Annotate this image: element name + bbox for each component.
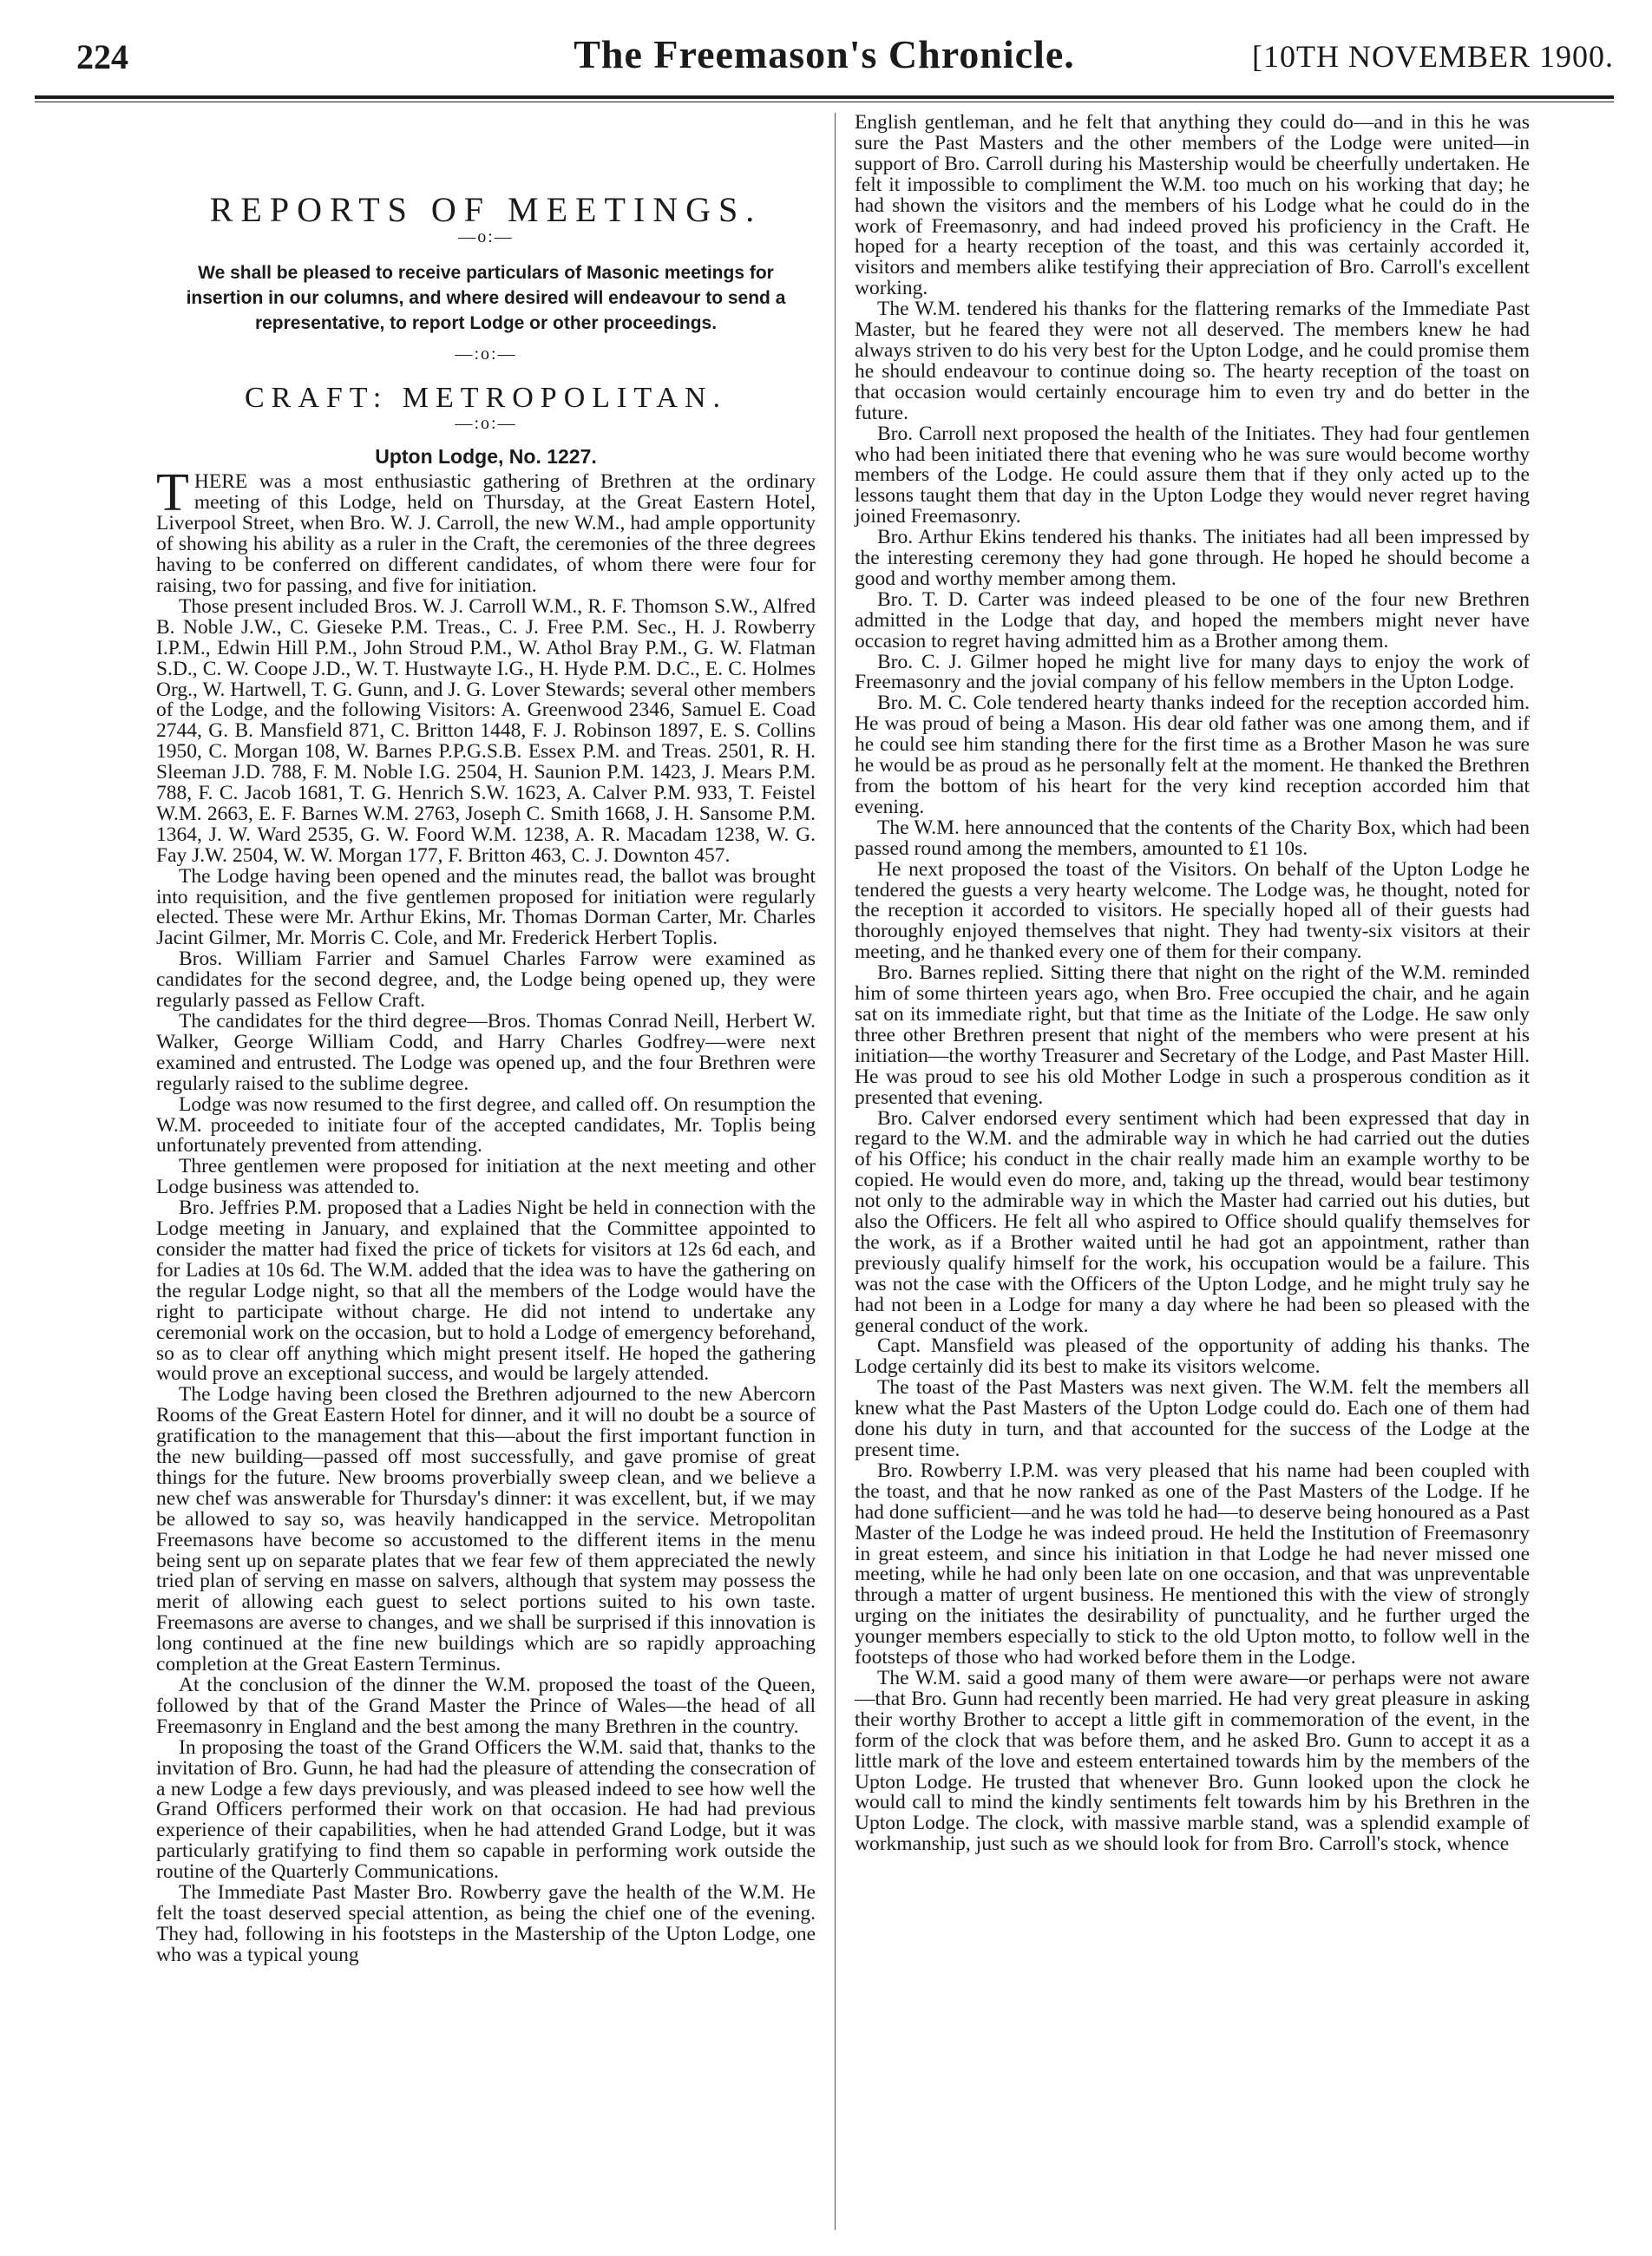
submission-notice: We shall be pleased to receive particulars of Masonic meetings for insertion in our columns, and where desired will endeavour to send a representative, to report Lodge or other proceedings. <box>186 262 786 333</box>
paragraph: Bro. Rowberry I.P.M. was very pleased that his name had been coupled with the toast, and that he now ranked as one of the Past Masters of the Lodge. If he had done sufficient—and he was told he had—to deserve being honoured as a Past Master of the Lodge he was indeed proud. He held the Institution of Freemasonry in great esteem, and since his initiation in that Lodge he had never missed one meeting, while he had only been late on one occasion, and that was unpreventable through a matter of urgent business. He mentioned this with the view of strongly urging on the initiates the desirability of punctuality, and he further urged the younger members especially to stick to the old Upton motto, to follow well in the footsteps of those who had worked before them in the Lodge. <box>855 1459 1530 1669</box>
paragraph: Bros. William Farrier and Samuel Charles Farrow were examined as candidates for the second degree, and, the Lodge being opened up, they were regularly passed as Fellow Craft. <box>156 948 816 1013</box>
section-subtitle: CRAFT: METROPOLITAN. <box>244 381 728 414</box>
lead-text: HERE was a most enthusiastic gathering of Brethren at the ordinary meeting of this Lodge, held on Thursday, at the Great Eastern Hotel, Liverpool Street, when Bro. W. J. Carroll, the new W.M., had ample opportunity of showing his ability as a ruler in the Craft, the ceremonies of the three degrees having to be conferred on different candidates, of whom there were four for raising, two for passing, and five for initiation. <box>156 470 816 597</box>
paragraph: At the conclusion of the dinner the W.M. proposed the toast of the Queen, followed by that of the Grand Master the Prince of Wales—the head of all Freemasonry in England and the best among the many Brethren in the country. <box>156 1674 816 1738</box>
separator: —:o:— <box>455 344 517 364</box>
paragraph: Bro. Barnes replied. Sitting there that night on the right of the W.M. reminded him of some thirteen years ago, when Bro. Free occupied the chair, and he again sat on its immediate right, but that time as the Initiate of the Lodge. He saw only three other Brethren present that night of the members who were present at his initiation—the worthy Treasurer and Secretary of the Lodge, and Past Master Hill. He was proud to see his old Mother Lodge in such a prosperous condition as it presented that evening. <box>855 961 1530 1109</box>
paragraph: Bro. Calver endorsed every sentiment which had been expressed that day in regard to the W.M. and the admirable way in which he had carried out the duties of his Office; his conduct in the chair really made him an example worthy to be copied. He would even do more, and, taking up the thread, would bear testimony not only to the admirable way in which the Master had carried out his duties, but also the Officers. He felt all who aspired to Office should qualify themselves for the work, as if a Brother waited until he had got an appointment, rather than previously qualify himself for the work, his occupation would be a failure. This was not the case with the Officers of the Upton Lodge, and he might truly say he had not been in a Lodge for many a day where he had been so pleased with the general conduct of the work. <box>855 1106 1530 1337</box>
column-divider <box>835 113 836 2230</box>
paragraph: Bro. Arthur Ekins tendered his thanks. The initiates had all been impressed by the interesting ceremony they had gone through. He hoped he should become a good and worthy member among them. <box>855 526 1530 590</box>
left-column <box>156 113 816 1966</box>
drop-cap: T <box>156 463 189 523</box>
paragraph: The Immediate Past Master Bro. Rowberry gave the health of the W.M. He felt the toast deserved special attention, as being the chief one of the evening. They had, following in his footsteps in the Mastership of the Upton Lodge, one who was a typical young <box>156 1881 816 1966</box>
continued-text: English gentleman, and he felt that anything they could do—and in this he was sure the Past Masters and the other members of the Lodge were united—in support of Bro. Carroll during his Mastership would be cheerfully undertaken. He felt it impossible to compliment the W.M. too much on his working that day; he had shown the visitors and the members of his Lodge what he could do in the work of Freemasonry, and had indeed proved his proficiency in the Craft. He hoped for a hearty reception of the toast, and this was certainly accorded it, visitors and members alike testifying their appreciation of Bro. Carroll's excellent working. <box>855 111 1530 300</box>
paragraph: The toast of the Past Masters was next given. The W.M. felt the members all knew what the Past Masters of the Upton Lodge could do. Each one of them had done his duty in turn, and that accounted for the success of the Lodge at the present time. <box>855 1376 1530 1461</box>
paragraph: The W.M. said a good many of them were aware—or perhaps were not aware—that Bro. Gunn had recently been married. He had very great pleasure in asking their worthy Brother to accept a little gift in commemoration of the event, in the form of the clock that was before them, and he asked Bro. Gunn to accept it as a little mark of the love and esteem entertained towards him by the members of the Upton Lodge. He trusted that whenever Bro. Gunn looked upon the clock he would call to mind the kindly sentiments felt towards him by his Brethren in the Upton Lodge. The clock, with massive marble stand, was a splendid example of workmanship, just such as we should look for from Bro. Carroll's stock, whence <box>855 1666 1530 1856</box>
paragraph: The W.M. here announced that the contents of the Charity Box, which had been passed round among the members, amounted to £1 10s. <box>855 816 1530 860</box>
paragraph: In proposing the toast of the Grand Officers the W.M. said that, thanks to the invitation of Bro. Gunn, he had had the pleasure of attending the consecration of a new Lodge a few days previously, and was pleased indeed to see how well the Grand Officers performed their work on that occasion. He had had previous experience of their capabilities, when he had attended Grand Lodge, but it was particularly gratifying to find them so capable in performing work outside the routine of the Quarterly Communications. <box>156 1735 816 1884</box>
paragraph: Capt. Mansfield was pleased of the opportunity of adding his thanks. The Lodge certainly did its best to make its visitors welcome. <box>855 1335 1530 1379</box>
paragraph: Three gentlemen were proposed for initiation at the next meeting and other Lodge business was attended to. <box>156 1155 816 1199</box>
paragraph: Lodge was now resumed to the first degree, and called off. On resumption the W.M. proceeded to initiate four of the accepted candidates, Mr. Toplis being unfortunately prevented from attending. <box>156 1092 816 1158</box>
header-rule <box>35 95 1614 99</box>
page-number: 224 <box>76 37 128 76</box>
paragraph: The W.M. tendered his thanks for the flattering remarks of the Immediate Past Master, but he feared they were not all deserved. The members knew he had always striven to do his very best for the Upton Lodge, and he could promise them he should endeavour to continue doing so. The hearty reception of the toast on that occasion would certainly encourage him to even try and do better in the future. <box>855 298 1530 424</box>
paragraph: Bro. Carroll next proposed the health of the Initiates. They had four gentlemen who had been initiated there that evening who he was sure would become worthy members of the Lodge. He could assure them that if they only acted up to the lessons taught them that day in the Upton Lodge they would never regret having joined Freemasonry. <box>855 422 1530 528</box>
paragraph: Bro. Jeffries P.M. proposed that a Ladies Night be held in connection with the Lodge meeting in January, and explained that the Committee appointed to consider the matter had fixed the price of tickets for visitors at 12s 6d each, and for Ladies at 10s 6d. The W.M. added that the idea was to have the gathering on the regular Lodge night, so that all the members of the Lodge would have the right to participate without charge. He did not intend to undertake any ceremonial work on the occasion, but to hold a Lodge of emergency beforehand, so as to clear off anything which might present itself. He hoped the gathering would prove an exceptional success, and would be largely attended. <box>156 1197 816 1386</box>
paragraph: Bro. T. D. Carter was indeed pleased to be one of the four new Brethren admitted in the Lodge that day, and hoped the members might never have occasion to regret having admitted him as a Brother among them. <box>855 587 1530 653</box>
paragraph: Those present included Bros. W. J. Carroll W.M., R. F. Thomson S.W., Alfred B. Noble J.W., C. Gieseke P.M. Treas., C. J. Free P.M. Sec., H. J. Rowberry I.P.M., Edwin Hill P.M., John Stroud P.M., W. Athol Bray P.M., G. W. Flatman S.D., C. W. Coope J.D., W. T. Hustwayte I.G., H. Hyde P.M. D.C., E. C. Holmes Org., W. Hartwell, T. G. Gunn, and J. G. Lover Stewards; several other members of the Lodge, and the following Visitors: A. Greenwood 2346, Samuel E. Coad 2744, G. B. Mansfield 871, C. Britton 1448, F. J. Robinson 1897, E. S. Collins 1950, C. Morgan 108, W. Barnes P.P.G.S.B. Essex P.M. and Treas. 2501, R. H. Sleeman J.D. 788, F. M. Noble I.G. 2504, H. Saunion P.M. 1423, J. Mears P.M. 788, F. C. Jacob 1681, T. G. Henrich S.W. 1623, A. Calver P.M. 933, T. Feistel W.M. 2663, E. F. Barnes W.M. 2763, Joseph C. Smith 1668, J. H. Sansome P.M. 1364, J. W. Ward 2535, G. W. Foord W.M. 1238, A. R. Macadam 1238, W. G. Fay J.W. 2504, W. W. Morgan 177, F. Britton 463, C. J. Downton 457. <box>156 594 816 867</box>
issue-date: [10TH NOVEMBER 1900. <box>1252 39 1614 74</box>
article-lead <box>156 463 816 597</box>
separator: —o:— <box>458 226 514 246</box>
lodge-heading: Upton Lodge, No. 1227. <box>375 444 597 468</box>
section-title: REPORTS OF MEETINGS. <box>209 190 763 229</box>
page-header <box>35 17 1614 94</box>
paragraph: Bro. M. C. Cole tendered hearty thanks indeed for the reception accorded him. He was proud of being a Mason. His dear old father was one among them, and if he could see him standing there for the first time as a Brother Mason he was sure he would be as proud as he personally felt at the moment. He thanked the Brethren from the bottom of his heart for the very kind reception accorded him that evening. <box>855 692 1530 818</box>
paragraph: The candidates for the third degree—Bros. Thomas Conrad Neill, Herbert W. Walker, George William Codd, and Harry Charles Godfrey—were next examined and entrusted. The Lodge was opened up, and the four Brethren were regularly raised to the sublime degree. <box>156 1010 816 1095</box>
paragraph: The Lodge having been closed the Brethren adjourned to the new Abercorn Rooms of the Great Eastern Hotel for dinner, and it will no doubt be a source of gratification to the management that this—about the first important function in the new building—passed off most successfully, and gave promise of great things for the future. New brooms proverbially sweep clean, and we believe a new chef was answerable for Thursday's dinner: it was excellent, but, if we may be allowed to say so, was heavily handicapped in the service. Metropolitan Freemasons have become so accustomed to the different items in the menu being sent up on separate plates that we fear few of them appreciated the newly tried plan of serving en masse on salvers, although that system may possess the merit of allowing each guest to select portions suited to his own taste. Freemasons are averse to changes, and we shall be surprised if this innovation is long continued at the fine new buildings which are so rapidly approaching completion at the Great Eastern Terminus. <box>156 1383 816 1676</box>
paragraph: Bro. C. J. Gilmer hoped he might live for many days to enjoy the work of Freemasonry and the jovial company of his fellow members in the Upton Lodge. <box>855 650 1530 694</box>
paragraph: He next proposed the toast of the Visitors. On behalf of the Upton Lodge he tendered the guests a very hearty welcome. The Lodge was, he thought, noted for the reception it accorded to visitors. He specially hoped all of their guests had thoroughly enjoyed themselves that night. They had twenty-six visitors at their meeting, and he thanked every one of them for their company. <box>855 857 1530 964</box>
separator: —:o:— <box>455 413 517 433</box>
right-column <box>855 113 1530 1855</box>
masthead-title: The Freemason's Chronicle. <box>574 32 1075 76</box>
paragraph: The Lodge having been opened and the minutes read, the ballot was brought into requisition, and the five gentlemen proposed for initiation were regularly elected. These were Mr. Arthur Ekins, Mr. Thomas Dorman Carter, Mr. Charles Jacint Gilmer, Mr. Morris C. Cole, and Mr. Frederick Herbert Toplis. <box>156 864 816 950</box>
